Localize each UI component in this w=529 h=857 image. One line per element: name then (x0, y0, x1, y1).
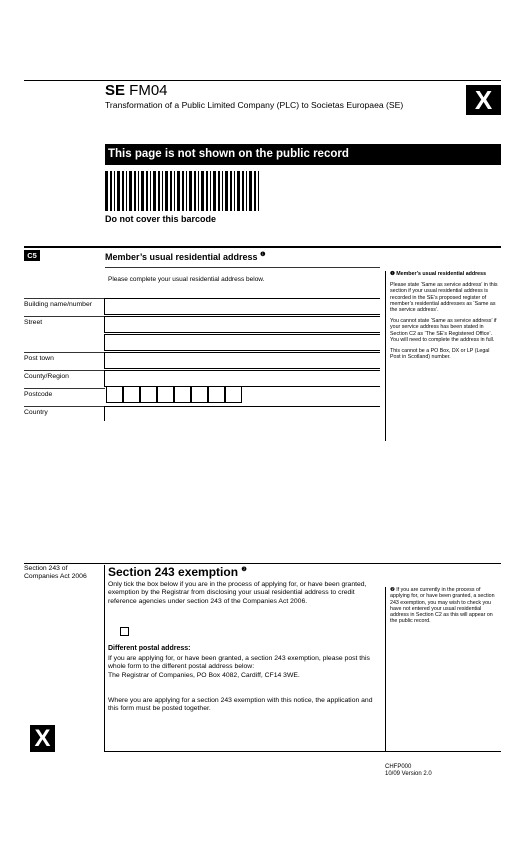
country-input[interactable] (104, 406, 380, 421)
s243-posting-note: Where you are applying for a section 243 exemption with this notice, the application and this form must be posted together. (108, 697, 373, 713)
county-input[interactable] (104, 370, 380, 387)
c5-note-p3: This cannot be a PO Box, DX or LP (Legal Post in Scotland) number. (390, 348, 490, 361)
postcode-cell[interactable] (140, 386, 157, 403)
form-code: SE FM04 (105, 82, 168, 99)
footer (385, 764, 432, 778)
footer-code: CHFP000 (385, 764, 412, 770)
s243-title: Section 243 exemption $^❷$ (108, 565, 247, 579)
not-public-banner: This page is not shown on the public record (105, 144, 501, 165)
top-rule (24, 80, 501, 81)
label-street: Street (24, 319, 43, 326)
street-input-2[interactable] (104, 334, 380, 351)
row-separator (24, 406, 105, 407)
postcode-cell[interactable] (208, 386, 225, 403)
c5-title: Member’s usual residential address $^❶$ (105, 252, 266, 262)
s243-postal-heading: Different postal address: (108, 645, 191, 652)
form-title: Transformation of a Public Limited Company (PLC) to Societas Europaea (SE) (105, 100, 404, 110)
postcode-cell[interactable] (106, 386, 123, 403)
s243-postal-text (108, 655, 380, 680)
row-separator (24, 370, 105, 371)
c5-guidance-note (385, 271, 501, 441)
s243-divider (104, 565, 105, 751)
postcode-input[interactable] (104, 386, 244, 404)
c5-note-p2: You cannot state ‘Same as service address’ if your service address has been stated in Section C2 as ‘The SE’s Registered Office’. You will need to complete the address in full. (390, 318, 497, 343)
c5-note-p1: Please state ‘Same as service address’ in this section if your usual residential address is recorded in the SE’s proposed register of member’s residential addresses as ‘Same as the service address’. (390, 282, 498, 314)
postcode-cell[interactable] (191, 386, 208, 403)
postcode-cell[interactable] (174, 386, 191, 403)
bottom-rule (104, 751, 501, 752)
label-country: Country (24, 409, 48, 416)
c5-section-tag: C5 (24, 250, 40, 261)
c5-rule (24, 246, 501, 248)
row-separator (24, 388, 105, 389)
s243-rule (24, 563, 501, 564)
s243-guidance-note: ❷ If you are currently in the process of applying for, or have been granted, a section 243 exemption, you may wish to check you have not entered your usual residential address in Section C2 as this will appear on the public record. (385, 587, 501, 751)
postcode-cell[interactable] (225, 386, 242, 403)
s243-instructions: Only tick the box below if you are in the process of applying for, or have been granted, exemption by the Registrar from disclosing your usual residential address to credit reference agencies under section 243 of the Companies Act 2006. (108, 581, 367, 605)
postcode-cell[interactable] (157, 386, 174, 403)
x-mark-top: X (466, 85, 501, 115)
s243-exemption-checkbox[interactable] (120, 627, 129, 636)
s243-postal-address: The Registrar of Companies, PO Box 4082, Cardiff, CF14 3WE. (108, 671, 300, 679)
instr-top-line (105, 267, 380, 268)
footer-version: 10/09 Version 2.0 (385, 771, 432, 777)
label-building: Building name/number (24, 301, 93, 308)
label-county: County/Region (24, 373, 69, 380)
label-postcode: Postcode (24, 391, 53, 398)
c5-instruction: Please complete your usual residential address below. (108, 276, 265, 283)
row-separator (24, 352, 105, 353)
post-town-input[interactable] (104, 352, 380, 369)
building-input[interactable] (104, 298, 380, 315)
row-separator (24, 316, 105, 317)
street-input-1[interactable] (104, 316, 380, 333)
postcode-cell[interactable] (123, 386, 140, 403)
s243-postal-instructions: If you are applying for, or have been granted, a section 243 exemption, please post this whole form to the different postal address below: (108, 655, 370, 671)
c5-note-heading: ❶ Member’s usual residential address (390, 271, 487, 277)
barcode-image (105, 171, 263, 211)
s243-side-label: Section 243 of Companies Act 2006 (24, 565, 87, 580)
s243-note-mark: ❷ (241, 567, 247, 573)
label-post-town: Post town (24, 355, 54, 362)
x-mark-bottom: X (30, 725, 55, 752)
barcode-note: Do not cover this barcode (105, 214, 217, 224)
c5-note-mark: ❶ (260, 252, 266, 258)
row-separator (24, 298, 105, 299)
